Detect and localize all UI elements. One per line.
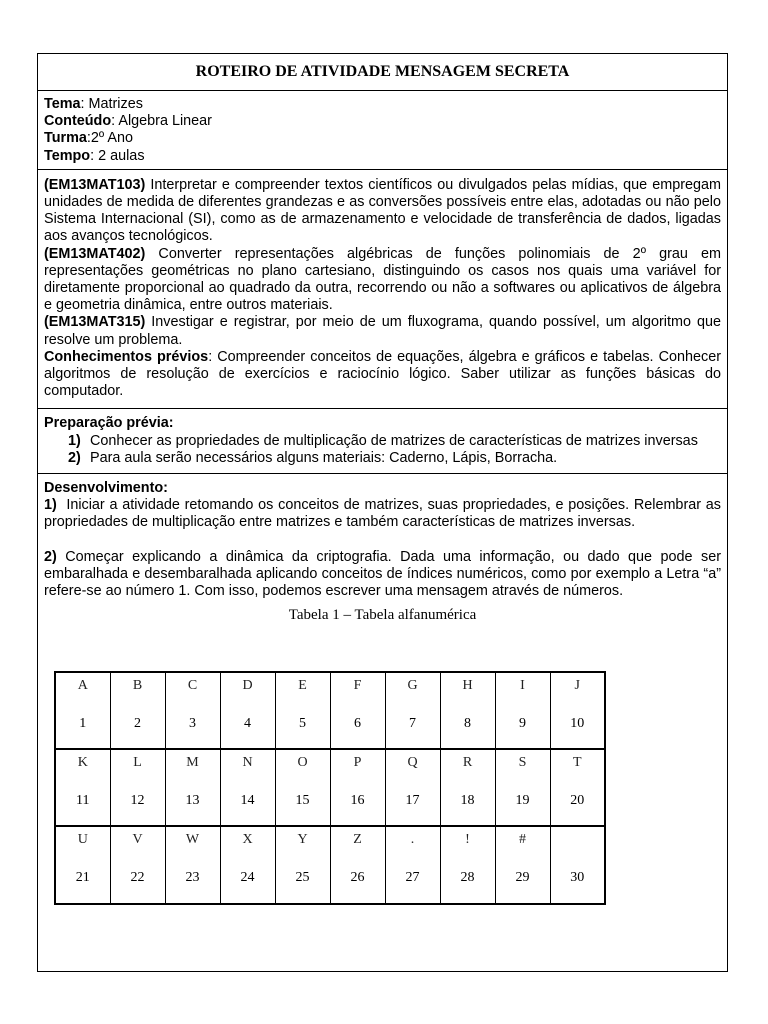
turma-line [44,130,721,147]
table-cell: M [165,749,220,788]
turma-value: :2º Ano [86,130,133,147]
table-cell: Z [330,826,385,865]
table-cell: 22 [110,865,165,904]
table-cell: T [550,749,605,788]
table-cell: B [110,672,165,711]
table-cell: F [330,672,385,711]
table-cell: 30 [550,865,605,904]
preparation-section [38,409,727,474]
skill-text: Investigar e registrar, por meio de um fluxograma, quando possível, um algoritmo que resolve um problema. [44,314,721,348]
table-cell: # [495,826,550,865]
table-cell: 8 [440,711,495,749]
table-cell: 14 [220,788,275,826]
turma-label: Turma [44,130,87,147]
table-cell: 7 [385,711,440,749]
conteudo-label: Conteúdo [44,113,112,130]
table-cell: 13 [165,788,220,826]
step-number: 1) [44,497,57,514]
table-cell: G [385,672,440,711]
tema-line [44,96,721,113]
table-cell: N [220,749,275,788]
step-number: 2) [44,548,57,565]
table-row [55,749,605,788]
table-row [55,711,605,749]
table-cell: 10 [550,711,605,749]
skill-code: (EM13MAT103) [44,176,146,193]
table-cell: Q [385,749,440,788]
list-item [68,433,721,450]
table-row [55,788,605,826]
conteudo-line [44,113,721,130]
item-text: Conhecer as propriedades de multiplicação de matrizes de características de matrizes inversas [90,432,698,449]
table-cell: L [110,749,165,788]
table-cell: 28 [440,865,495,904]
table-row [55,826,605,865]
table-cell: 15 [275,788,330,826]
skill-code: (EM13MAT402) [44,245,146,262]
item-number: 1) [68,432,81,449]
table-cell: J [550,672,605,711]
table-cell [550,826,605,865]
preparation-list [44,433,721,467]
table-cell: W [165,826,220,865]
tema-label: Tema [44,96,81,112]
table-cell: 19 [495,788,550,826]
prior-knowledge-text: : Compreender conceitos de equações, álgebra e gráficos e tabelas. Conhecer algoritmos de resolução de exercícios e raciocínio lógico. Saber utilizar as funções básicas do computador. [44,348,721,400]
table-cell: 25 [275,865,330,904]
table-cell: V [110,826,165,865]
table-cell: 4 [220,711,275,749]
table-cell: X [220,826,275,865]
document-title: ROTEIRO DE ATIVIDADE MENSAGEM SECRETA [38,54,727,91]
development-section [38,474,727,628]
development-step-1 [44,497,725,531]
table-cell: 12 [110,788,165,826]
table-row [55,865,605,904]
skill-code: (EM13MAT315) [44,314,146,331]
table-cell: 21 [55,865,110,904]
item-text: Para aula serão necessários alguns materiais: Caderno, Lápis, Borracha. [90,449,558,466]
table-cell: 1 [55,711,110,749]
table-cell: 24 [220,865,275,904]
list-item [68,450,721,467]
table-cell: A [55,672,110,711]
table-cell: . [385,826,440,865]
prior-knowledge [44,349,721,401]
table-cell: 3 [165,711,220,749]
table-cell: 20 [550,788,605,826]
item-number: 2) [68,449,81,466]
table-cell: 27 [385,865,440,904]
table-cell: 6 [330,711,385,749]
table-cell: Y [275,826,330,865]
tempo-line [44,148,721,165]
skill-em13mat402 [44,246,721,315]
tempo-value: : 2 aulas [90,147,145,164]
table-cell: 29 [495,865,550,904]
table-cell: O [275,749,330,788]
step-text: Iniciar a atividade retomando os conceitos de matrizes, suas propriedades, e posições. Relembrar as propriedades de multiplicação entre matrizes e também características de matrizes inversas. [44,497,725,531]
development-step-2 [44,549,721,601]
table-cell: 2 [110,711,165,749]
table-cell: C [165,672,220,711]
table-caption: Tabela 1 – Tabela alfanumérica [288,607,477,624]
alphanumeric-table [54,671,606,905]
development-heading: Desenvolvimento: [44,480,168,497]
preparation-heading: Preparação prévia: [44,415,174,432]
skill-text: Interpretar e compreender textos científicos ou divulgados pelas mídias, que empregam unidades de medida de diferentes grandezas e as conversões possíveis entre elas, adotadas ou não pelo Sistema Internacional (SI), como as de armazenamento e velocidade de transferência de dados, ligadas aos avanços tecnológicos. [44,176,721,245]
table-cell: H [440,672,495,711]
table-cell: ! [440,826,495,865]
tema-value: : Matrizes [80,96,143,112]
table-cell: P [330,749,385,788]
table-cell: K [55,749,110,788]
step-text: Começar explicando a dinâmica da criptografia. Dada uma informação, ou dado que pode ser embaralhada e desembaralhada aplicando conceitos de índices numéricos, como por exemplo a Letra “a” refere-se ao número 1. Com isso, podemos escrever uma mensagem através de números. [44,548,721,600]
table-cell: 18 [440,788,495,826]
skill-em13mat103 [44,177,721,246]
skills-section [38,170,727,410]
table-cell: 11 [55,788,110,826]
table-row [55,672,605,711]
tempo-label: Tempo [44,147,91,164]
info-section [38,91,727,170]
table-cell: D [220,672,275,711]
table-cell: S [495,749,550,788]
table-cell: E [275,672,330,711]
table-cell: 9 [495,711,550,749]
table-cell: 5 [275,711,330,749]
table-cell: 26 [330,865,385,904]
table-cell: I [495,672,550,711]
table-cell: 17 [385,788,440,826]
prior-knowledge-label: Conhecimentos prévios [44,348,209,365]
skill-em13mat315 [44,314,721,348]
conteudo-value: : Algebra Linear [111,113,212,130]
table-cell: R [440,749,495,788]
table-cell: U [55,826,110,865]
table-cell: 16 [330,788,385,826]
table-cell: 23 [165,865,220,904]
skill-text: Converter representações algébricas de funções polinomiais de 2º grau em representações geométricas no plano cartesiano, distinguindo os casos nos quais uma variável for diretamente proporcional ao quadrado da outra, recorrendo ou não a softwares ou aplicativos de álgebra e geometria dinâmica, entre outros materiais. [44,245,721,314]
